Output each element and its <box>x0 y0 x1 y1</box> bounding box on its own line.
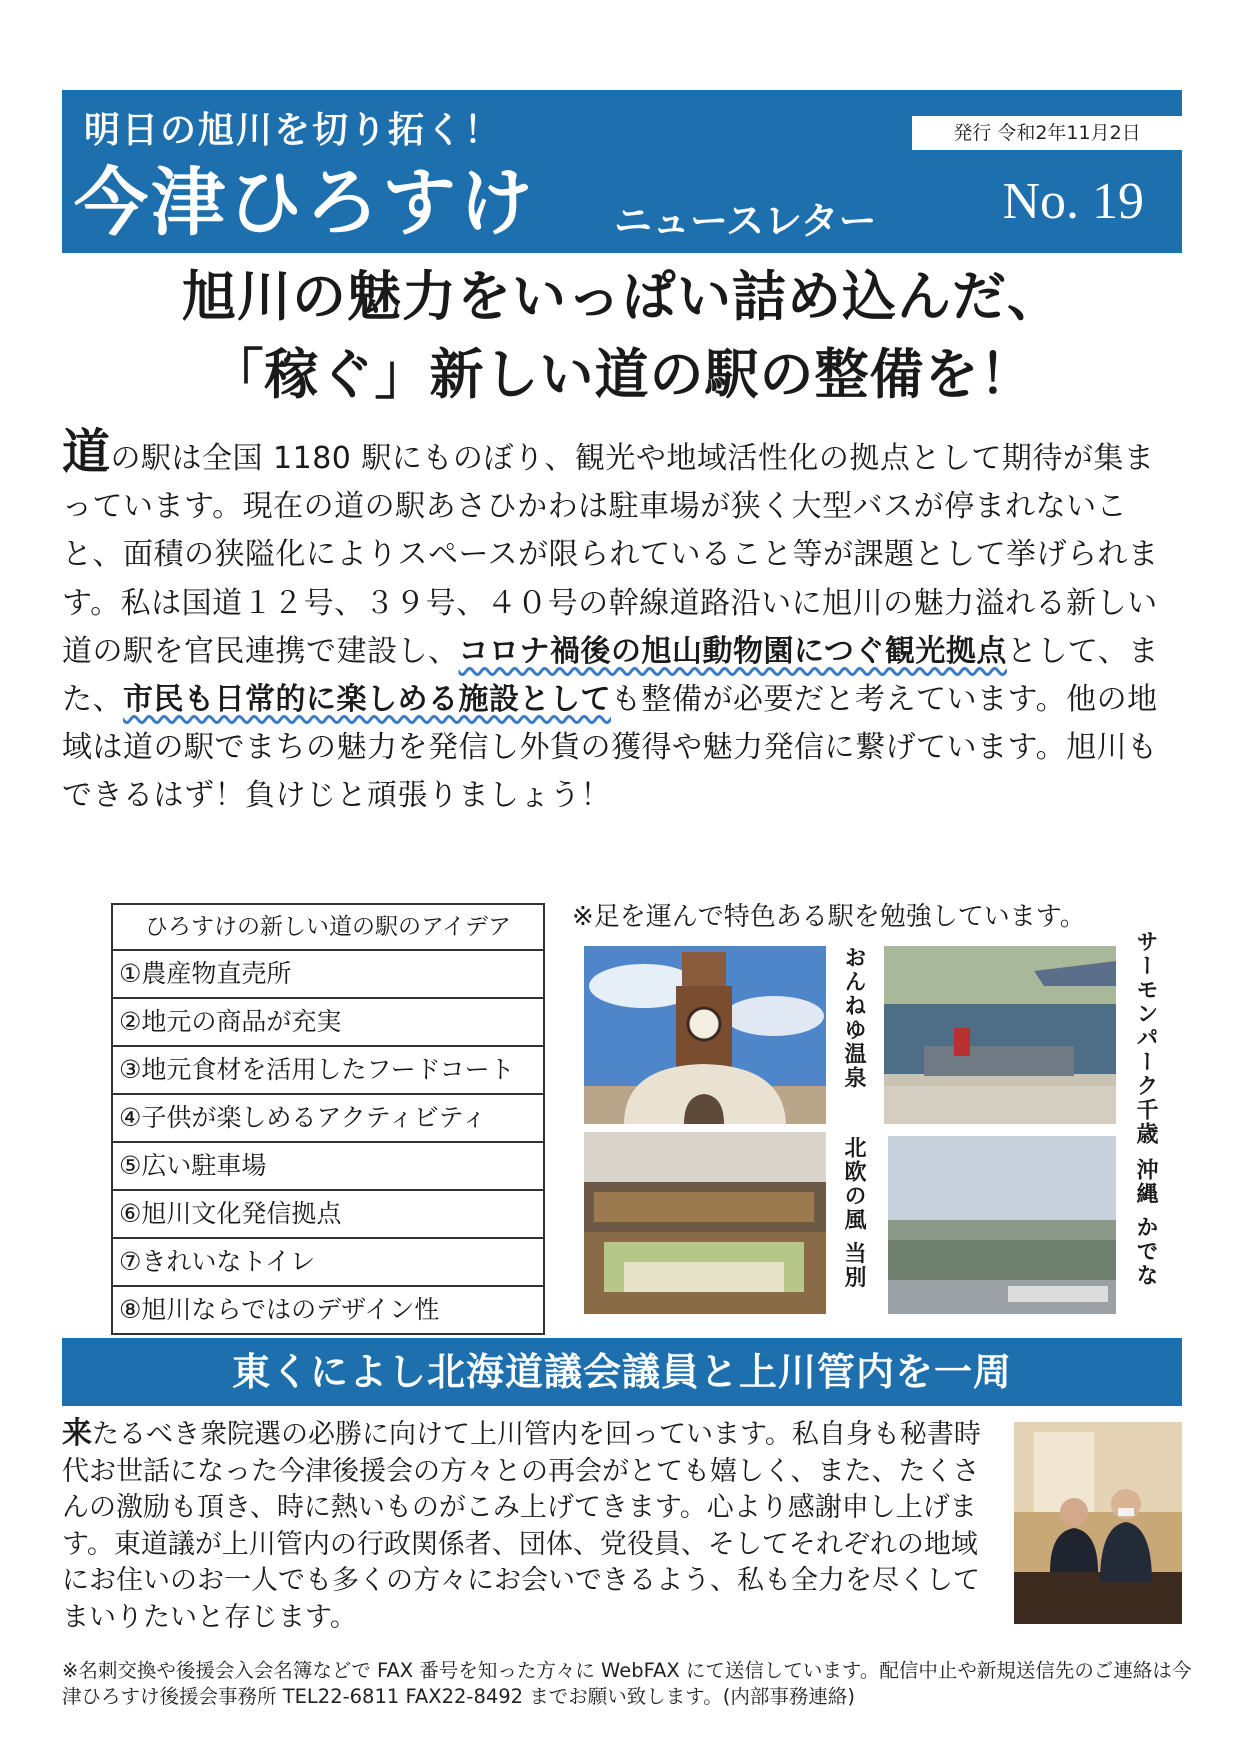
section2-body <box>62 1416 992 1636</box>
ideas-table <box>111 903 545 1335</box>
footer-note: ※名刺交換や後援会入会名簿などで FAX 番号を知った方々に WebFAX にて送信しています。配信中止や新規送信先のご連絡は今津ひろすけ後援会事務所 TEL22-6811 FAX22-8492 までお願い致します。(内部事務連絡) <box>62 1659 1192 1708</box>
caption-salmon-park: サーモンパーク千歳 <box>1133 930 1158 1146</box>
section2-text: たるべき衆院選の必勝に向けて上川管内を回っています。私自身も秘書時代お世話になった今津後援会の方々との再会がとても嬉しく、また、たくさんの激励も頂き、時に熱いものがこみ上げてきます。心より感謝申し上げます。東道議が上川管内の行政関係者、団体、党役員、そしてそれぞれの地域にお住いのお一人でも多くの方々にお会いできるよう、私も全力を尽くしてまいりたいと存じます。 <box>62 1419 981 1633</box>
dropcap: 道 <box>62 424 111 480</box>
photo-kadena <box>888 1136 1116 1314</box>
masthead-banner <box>62 90 1182 253</box>
headline-line-1: 旭川の魅力をいっぱい詰め込んだ、 <box>182 265 1062 328</box>
idea-item: ⑧旭川ならではのデザイン性 <box>113 1285 543 1333</box>
section2-title: 東くによし北海道議会議員と上川管内を一周 <box>62 1338 1182 1406</box>
issue-number: No. 19 <box>1002 173 1144 230</box>
idea-item: ⑤広い駐車場 <box>113 1141 543 1189</box>
dropcap2: 来 <box>62 1416 92 1451</box>
idea-item: ⑦きれいなトイレ <box>113 1237 543 1285</box>
headline-line-2: 「稼ぐ」新しい道の駅の整備を！ <box>209 343 1035 406</box>
article-text-2: として、また、 <box>62 633 1159 718</box>
caption-toubetsu: 北欧の風 当別 <box>841 1136 866 1290</box>
article-body <box>62 424 1182 821</box>
idea-item: ①農産物直売所 <box>119 959 292 988</box>
photo-onneyu <box>584 946 826 1124</box>
idea-item: ②地元の商品が充実 <box>113 997 543 1045</box>
article-text-3: も整備が必要だと考えています。他の地域は道の駅でまちの魅力を発信し外貨の獲得や魅力発信に繋げています。旭川もできるはず！負けじと頑張りましょう！ <box>62 682 1158 814</box>
caption-kadena: 沖縄 かでな <box>1133 1158 1158 1288</box>
candidate-name: 今津ひろすけ <box>74 160 536 246</box>
article-text-1: の駅は全国 1180 駅にものぼり、観光や地域活性化の拠点として期待が集まっています。現在の道の駅あさひかわは駐車場が狭く大型バスが停まれないこと、面積の狭隘化によりスペースが限られていること等が課題として挙げられます。私は国道１２号、３９号、４０号の幹線道路沿いに旭川の魅力溢れる新しい道の駅を官民連携で建設し、 <box>62 441 1159 669</box>
photo-note: ※足を運んで特色ある駅を勉強しています。 <box>572 902 1086 932</box>
issue-date: 発行 令和2年11月2日 <box>912 116 1182 150</box>
idea-item: ③地元食材を活用したフードコート <box>113 1045 543 1093</box>
photo-toubetsu <box>584 1132 826 1314</box>
photo-meeting <box>1014 1422 1182 1624</box>
idea-item: ⑥旭川文化発信拠点 <box>113 1189 543 1237</box>
caption-onneyu: おんねゆ温泉 <box>841 946 866 1090</box>
newsletter-label: ニュースレター <box>614 199 877 243</box>
headline <box>62 258 1182 414</box>
idea-item: ④子供が楽しめるアクティビティ <box>113 1093 543 1141</box>
emphasis-citizens: 市民も日常的に楽しめる施設として <box>123 682 611 718</box>
photo-salmon-park <box>884 946 1116 1124</box>
ideas-title: ひろすけの新しい道の駅のアイデア <box>113 905 543 951</box>
emphasis-tourism: コロナ禍後の旭山動物園につぐ観光拠点 <box>458 633 1007 669</box>
masthead-title-row <box>62 152 1182 253</box>
tagline: 明日の旭川を切り拓く！ <box>84 110 503 151</box>
